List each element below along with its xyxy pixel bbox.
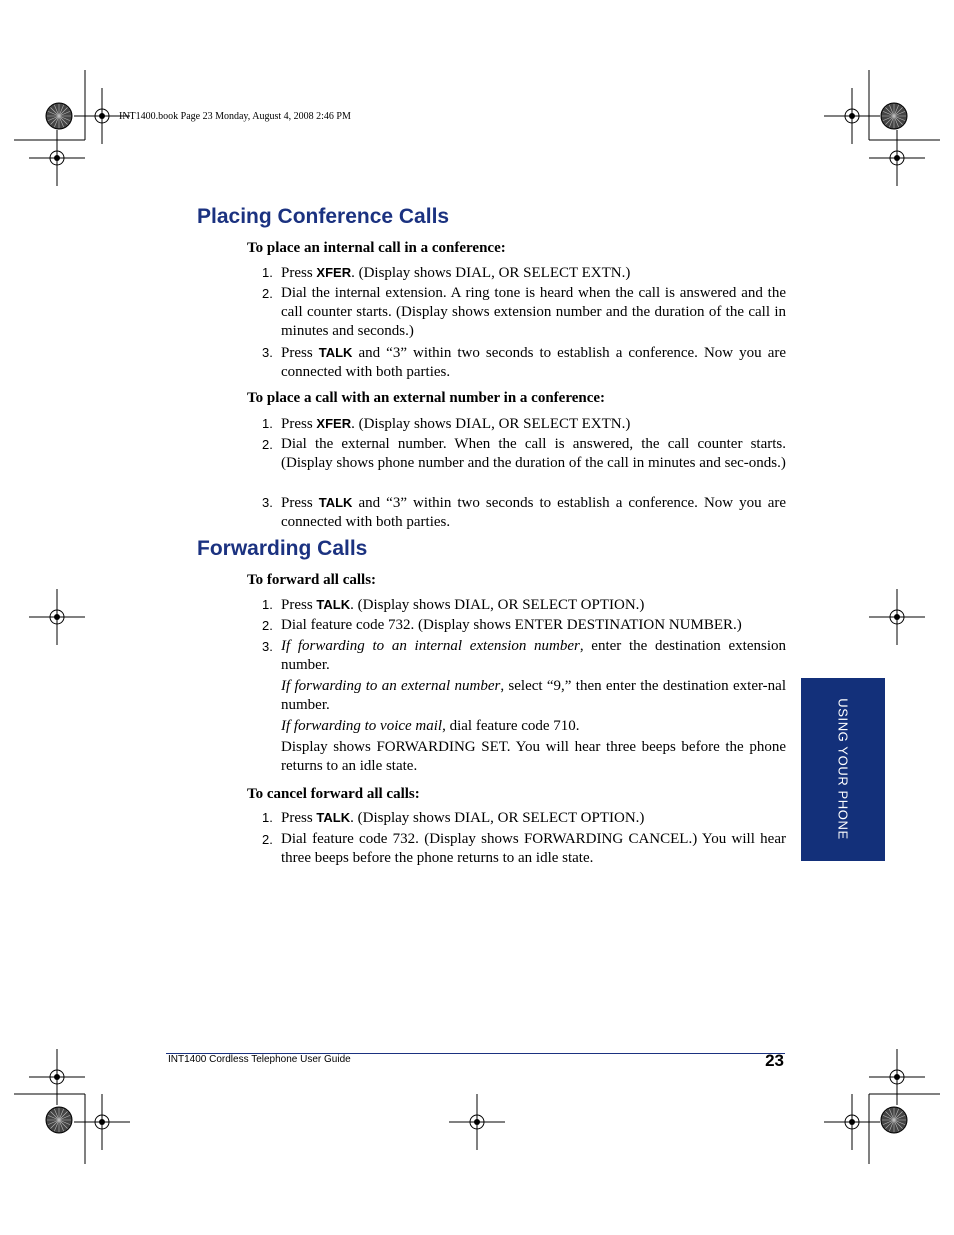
- registration-crosshair-icon: [869, 589, 925, 645]
- paragraph-voicemail-forwarding: If forwarding to voice mail, dial feature code 710.: [281, 718, 580, 734]
- list-item: 1. Press XFER. (Display shows DIAL, OR SELECT EXTN.): [262, 265, 631, 281]
- subhead-cancel-forward: To cancel forward all calls:: [247, 786, 420, 802]
- key-label-talk: TALK: [318, 345, 353, 360]
- subhead-forward-all: To forward all calls:: [247, 572, 377, 588]
- section-title-conference: Placing Conference Calls: [197, 205, 450, 228]
- registration-crosshair-icon: [74, 1094, 130, 1150]
- list-item: 2. Dial feature code 732. (Display shows FORWARDING CANCEL.) You will hear three beeps before the phone returns to an idle state.: [262, 831, 786, 866]
- paragraph-external-forwarding: If forwarding to an external number, select “9,” then enter the destination exter-nal number.: [281, 678, 786, 713]
- list-number: 1.: [262, 597, 273, 612]
- registration-burst-icon: [46, 1107, 72, 1133]
- list-item: 3. Press TALK and “3” within two seconds to establish a conference. Now you are connected with both parties.: [262, 345, 787, 380]
- registration-burst-icon: [881, 103, 907, 129]
- list-number: 2.: [262, 437, 273, 452]
- key-label-talk: TALK: [316, 810, 351, 825]
- list-number: 3.: [262, 345, 273, 360]
- book-header: INT1400.book Page 23 Monday, August 4, 2008 2:46 PM: [119, 111, 351, 122]
- list-number: 3.: [262, 639, 273, 654]
- list-item: 2. Dial the internal extension. A ring tone is heard when the call is answered and the call counter starts. (Display shows extension number and the duration of the call in minutes and seconds.): [262, 285, 786, 339]
- key-label-talk: TALK: [318, 495, 353, 510]
- list-number: 2.: [262, 618, 273, 633]
- footer-title: INT1400 Cordless Telephone User Guide: [168, 1054, 351, 1065]
- registration-crosshair-icon: [824, 1094, 880, 1150]
- registration-crosshair-icon: [449, 1094, 505, 1150]
- list-item: 2. Dial the external number. When the call is answered, the call counter starts. (Display shows phone number and the duration of the call in minutes and sec-onds.): [262, 436, 786, 471]
- registration-crosshair-icon: [869, 1049, 925, 1105]
- list-item: 1. Press TALK. (Display shows DIAL, OR SELECT OPTION.): [262, 597, 645, 613]
- list-number: 1.: [262, 265, 273, 280]
- list-item: 1. Press XFER. (Display shows DIAL, OR SELECT EXTN.): [262, 416, 631, 432]
- registration-crosshair-icon: [824, 88, 880, 144]
- list-number: 1.: [262, 810, 273, 825]
- subhead-external-conference: To place a call with an external number in a conference:: [247, 390, 606, 406]
- registration-crosshair-icon: [869, 130, 925, 186]
- list-item: 3. If forwarding to an internal extension number, enter the destination extension number.: [262, 638, 786, 673]
- registration-crosshair-icon: [29, 130, 85, 186]
- list-item: 1. Press TALK. (Display shows DIAL, OR SELECT OPTION.): [262, 810, 645, 826]
- list-item: 3. Press TALK and “3” within two seconds to establish a conference. Now you are connected with both parties.: [262, 495, 787, 530]
- list-item: 2. Dial feature code 732. (Display shows ENTER DESTINATION NUMBER.): [262, 617, 742, 633]
- list-number: 1.: [262, 416, 273, 431]
- key-label-xfer: XFER: [316, 265, 352, 280]
- subhead-internal-conference: To place an internal call in a conference:: [247, 240, 506, 256]
- section-title-forwarding: Forwarding Calls: [197, 537, 368, 560]
- paragraph-forwarding-set: Display shows FORWARDING SET. You will hear three beeps before the phone returns to an idle state.: [281, 739, 786, 774]
- list-number: 2.: [262, 832, 273, 847]
- key-label-xfer: XFER: [316, 416, 352, 431]
- chapter-side-tab: [801, 678, 885, 861]
- list-number: 2.: [262, 286, 273, 301]
- page-number: 23: [765, 1051, 784, 1070]
- registration-burst-icon: [881, 1107, 907, 1133]
- key-label-talk: TALK: [316, 597, 351, 612]
- list-number: 3.: [262, 495, 273, 510]
- registration-burst-icon: [46, 103, 72, 129]
- registration-crosshair-icon: [29, 1049, 85, 1105]
- chapter-side-tab-label: USING YOUR PHONE: [835, 698, 851, 840]
- registration-crosshair-icon: [29, 589, 85, 645]
